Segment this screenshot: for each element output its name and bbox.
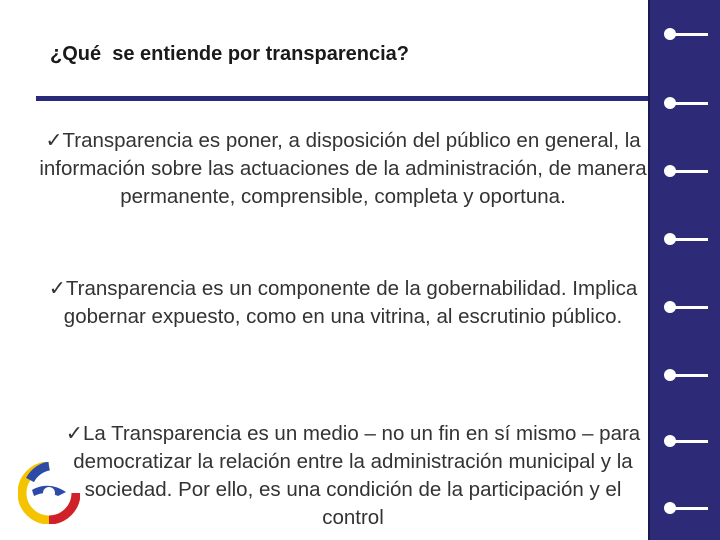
logo-icon — [18, 462, 80, 524]
bullet-paragraph-2: ✓Transparencia es un componente de la gobernabilidad. Implica gobernar expuesto, como en una vitrina, al escrutinio público. — [48, 276, 638, 328]
checkmark-icon: ✓ — [45, 128, 63, 152]
side-panel — [648, 0, 720, 540]
slide-title: ¿Qué se entiende por transparencia? — [50, 43, 409, 65]
title-rule — [36, 96, 650, 101]
checkmark-icon: ✓ — [65, 421, 83, 445]
checkmark-icon: ✓ — [48, 276, 66, 300]
bullet-paragraph-1: ✓Transparencia es poner, a disposición del público en general, la información sobre las actuaciones de la administración, de manera permanente, comprensible, completa y oportuna. — [39, 128, 647, 208]
bullet-paragraph-3: ✓La Transparencia es un medio – no un fin en sí mismo – para democratizar la relación entre la administración municipal y la sociedad. Por ello, es una condición de la participación y el control — [65, 421, 641, 529]
